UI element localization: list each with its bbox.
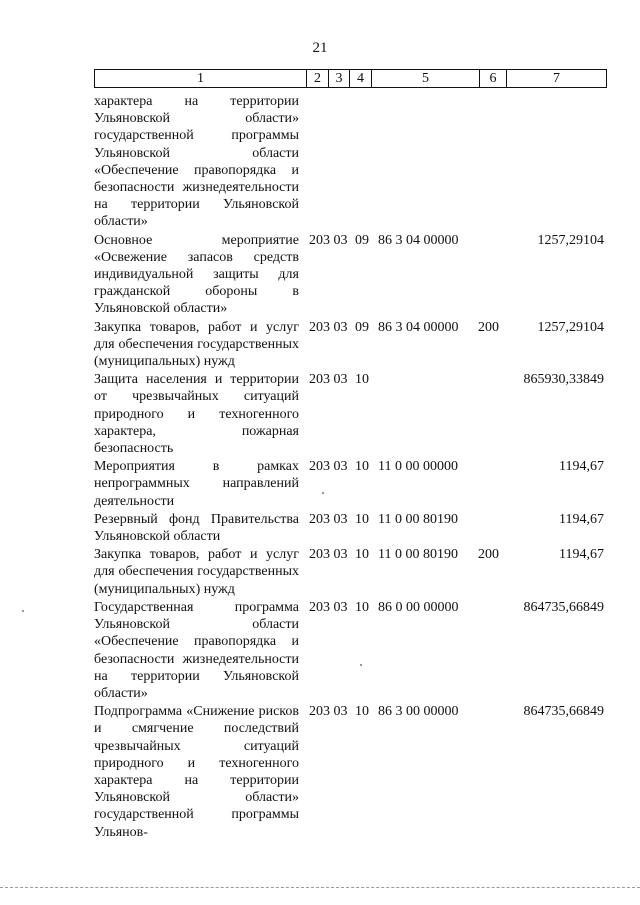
row-name: Закупка товаров, работ и услуг для обеспечения государственных (муниципальных) нужд bbox=[94, 319, 299, 370]
row-name: Подпрограмма «Снижение рисков и смягчение последствий чрезвычайных ситуаций природного и техногенного характера на территории Ульяновской области» государственной программы Ульянов- bbox=[94, 704, 299, 840]
row-subsection-code: 09 bbox=[355, 319, 369, 335]
row-amount: 1194,67 bbox=[559, 511, 604, 527]
table-row bbox=[94, 511, 614, 545]
row-amount: 1194,67 bbox=[559, 459, 604, 475]
table-row bbox=[94, 319, 614, 371]
row-expense-type bbox=[478, 93, 505, 231]
table-body bbox=[94, 93, 614, 842]
table-row bbox=[94, 599, 614, 702]
row-expense-type bbox=[478, 599, 505, 702]
row-expense-type bbox=[478, 232, 505, 318]
row-target-code bbox=[372, 371, 478, 457]
row-name: Резервный фонд Правительства Ульяновской области bbox=[94, 511, 299, 545]
header-col-7: 7 bbox=[553, 71, 560, 86]
row-ministry-code: 203 bbox=[309, 459, 330, 475]
table-row bbox=[94, 371, 614, 457]
row-section-code: 03 bbox=[333, 459, 348, 475]
row-name: Государственная программа Ульяновской области «Обеспечение правопорядка и безопасности жизнедеятельности на территории Ульяновской области» bbox=[94, 599, 299, 701]
row-amount: 864735,66849 bbox=[523, 704, 604, 720]
row-subsection-code bbox=[352, 93, 372, 231]
row-section-code bbox=[329, 93, 352, 231]
scan-speck bbox=[22, 610, 24, 612]
row-ministry-code: 203 bbox=[309, 511, 330, 527]
page-number: 21 bbox=[312, 40, 328, 56]
row-target-code: 11 0 00 80190 bbox=[378, 511, 458, 527]
row-subsection-code: 10 bbox=[355, 547, 369, 563]
row-amount: 1194,67 bbox=[559, 547, 604, 563]
header-col-3: 3 bbox=[329, 70, 350, 87]
scan-speck bbox=[360, 664, 362, 666]
row-expense-type bbox=[478, 371, 505, 457]
row-section-code: 03 bbox=[333, 599, 348, 615]
row-amount bbox=[505, 93, 604, 231]
table-row bbox=[94, 546, 614, 598]
row-expense-type: 200 bbox=[478, 547, 499, 563]
row-name: характера на территории Ульяновской области» государственной программы Ульяновской области «Обеспечение правопорядка и безопасности жизнедеятельности на территории Ульяновской области» bbox=[94, 94, 299, 230]
row-ministry-code: 203 bbox=[309, 232, 330, 248]
row-name: Защита населения и территории от чрезвычайных ситуаций природного и техногенного характера, пожарная безопасность bbox=[94, 372, 299, 457]
row-target-code: 86 0 00 00000 bbox=[378, 599, 459, 615]
row-target-code bbox=[372, 93, 478, 231]
row-section-code: 03 bbox=[333, 547, 348, 563]
row-section-code: 03 bbox=[333, 511, 348, 527]
header-col-2: 2 bbox=[307, 70, 329, 87]
row-ministry-code bbox=[309, 93, 329, 231]
row-target-code: 11 0 00 00000 bbox=[378, 459, 458, 475]
row-ministry-code: 203 bbox=[309, 599, 330, 615]
row-section-code: 03 bbox=[333, 319, 348, 335]
header-col-4: 4 bbox=[350, 70, 372, 87]
row-subsection-code: 10 bbox=[355, 511, 369, 527]
scan-speck bbox=[322, 492, 324, 494]
row-target-code: 11 0 00 80190 bbox=[378, 547, 458, 563]
row-name: Мероприятия в рамках непрограммных направлений деятельности bbox=[94, 459, 299, 509]
table-row bbox=[94, 93, 614, 231]
row-amount: 1257,29104 bbox=[537, 232, 604, 248]
row-section-code: 03 bbox=[333, 704, 348, 720]
row-subsection-code: 10 bbox=[355, 459, 369, 475]
row-subsection-code: 10 bbox=[355, 372, 369, 388]
scan-edge-line bbox=[0, 887, 640, 888]
row-subsection-code: 10 bbox=[355, 704, 369, 720]
table-row bbox=[94, 703, 614, 841]
row-name: Основное мероприятие «Освежение запасов средств индивидуальной защиты для гражданской обороны в Ульяновской области» bbox=[94, 232, 299, 317]
row-ministry-code: 203 bbox=[309, 547, 330, 563]
row-section-code: 03 bbox=[333, 372, 348, 388]
row-expense-type bbox=[478, 458, 505, 510]
row-target-code: 86 3 00 00000 bbox=[378, 704, 459, 720]
table-header bbox=[94, 69, 607, 88]
row-name: Закупка товаров, работ и услуг для обеспечения государственных (муниципальных) нужд bbox=[94, 547, 299, 597]
row-subsection-code: 10 bbox=[355, 599, 369, 615]
table-row bbox=[94, 458, 614, 510]
row-subsection-code: 09 bbox=[355, 232, 369, 248]
header-col-6: 6 bbox=[480, 70, 507, 87]
row-expense-type bbox=[478, 511, 505, 545]
row-ministry-code: 203 bbox=[309, 372, 330, 388]
row-ministry-code: 203 bbox=[309, 704, 330, 720]
row-amount: 864735,66849 bbox=[523, 599, 604, 615]
row-target-code: 86 3 04 00000 bbox=[378, 232, 459, 248]
header-col-5: 5 bbox=[372, 70, 480, 87]
table-row bbox=[94, 232, 614, 318]
header-col-1: 1 bbox=[95, 70, 307, 87]
row-expense-type bbox=[478, 703, 505, 841]
row-amount: 865930,33849 bbox=[523, 372, 604, 388]
row-section-code: 03 bbox=[333, 232, 348, 248]
row-target-code: 86 3 04 00000 bbox=[378, 319, 459, 335]
row-amount: 1257,29104 bbox=[537, 319, 604, 335]
row-expense-type: 200 bbox=[478, 319, 499, 335]
row-ministry-code: 203 bbox=[309, 319, 330, 335]
